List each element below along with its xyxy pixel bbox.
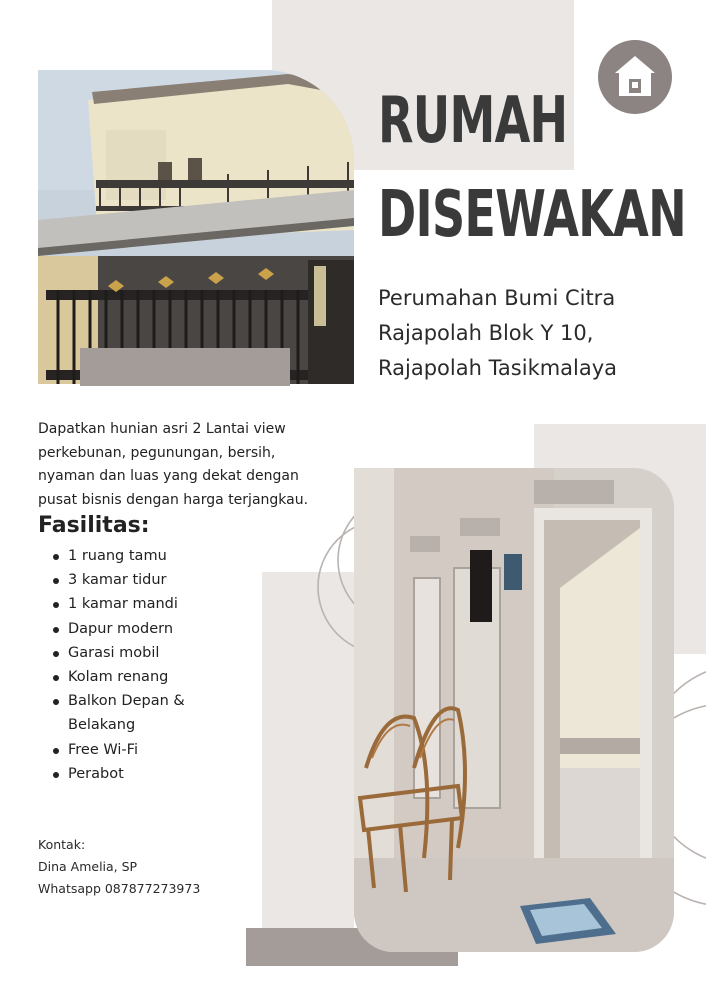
facilities-list <box>52 544 252 786</box>
address-line: Perumahan Bumi Citra <box>378 286 616 310</box>
description <box>38 418 358 512</box>
facility-label: 1 kamar mandi <box>68 596 178 613</box>
mid-left-bg-block <box>262 572 354 942</box>
list-item <box>52 544 252 568</box>
facility-label: Free Wi-Fi <box>68 741 138 758</box>
address <box>378 281 698 386</box>
facility-label: Kolam renang <box>68 669 169 686</box>
facility-label: Garasi mobil <box>68 644 160 661</box>
list-item <box>52 592 252 616</box>
list-item <box>52 665 252 689</box>
facility-label: Balkon Depan & <box>68 693 185 710</box>
description-line: perkebunan, pegunungan, bersih, <box>38 444 276 461</box>
description-line: pusat bisnis dengan harga terjangkau. <box>38 491 309 508</box>
description-line: nyaman dan luas yang dekat dengan <box>38 468 299 484</box>
list-item <box>52 738 252 762</box>
contact-label: Kontak: <box>38 837 86 852</box>
facility-label: 1 ruang tamu <box>68 548 167 564</box>
facility-label: Dapur modern <box>68 620 174 637</box>
facility-label: Belakang <box>68 717 136 734</box>
facility-label: Perabot <box>68 765 124 782</box>
photo-caption-block <box>80 348 290 386</box>
facility-label: 3 kamar tidur <box>68 572 167 589</box>
contact-whatsapp: Whatsapp 087877273973 <box>38 881 201 896</box>
contact-block <box>38 834 200 900</box>
address-line: Rajapolah Blok Y 10, <box>378 321 594 345</box>
title-line-1: RUMAH <box>378 84 568 158</box>
house-interior-photo <box>354 468 674 952</box>
description-line: Dapatkan hunian asri 2 Lantai view <box>38 421 286 437</box>
list-item <box>52 641 252 665</box>
house-exterior-photo <box>38 70 354 384</box>
contact-name: Dina Amelia, SP <box>38 859 138 874</box>
title-line-2: DISEWAKAN <box>378 178 686 252</box>
home-icon <box>598 40 672 114</box>
list-item <box>52 568 252 592</box>
home-badge <box>598 40 672 114</box>
facilities-heading: Fasilitas: <box>38 513 150 538</box>
address-line: Rajapolah Tasikmalaya <box>378 356 618 380</box>
list-item <box>52 689 252 737</box>
list-item <box>52 617 252 641</box>
list-item <box>52 762 252 786</box>
